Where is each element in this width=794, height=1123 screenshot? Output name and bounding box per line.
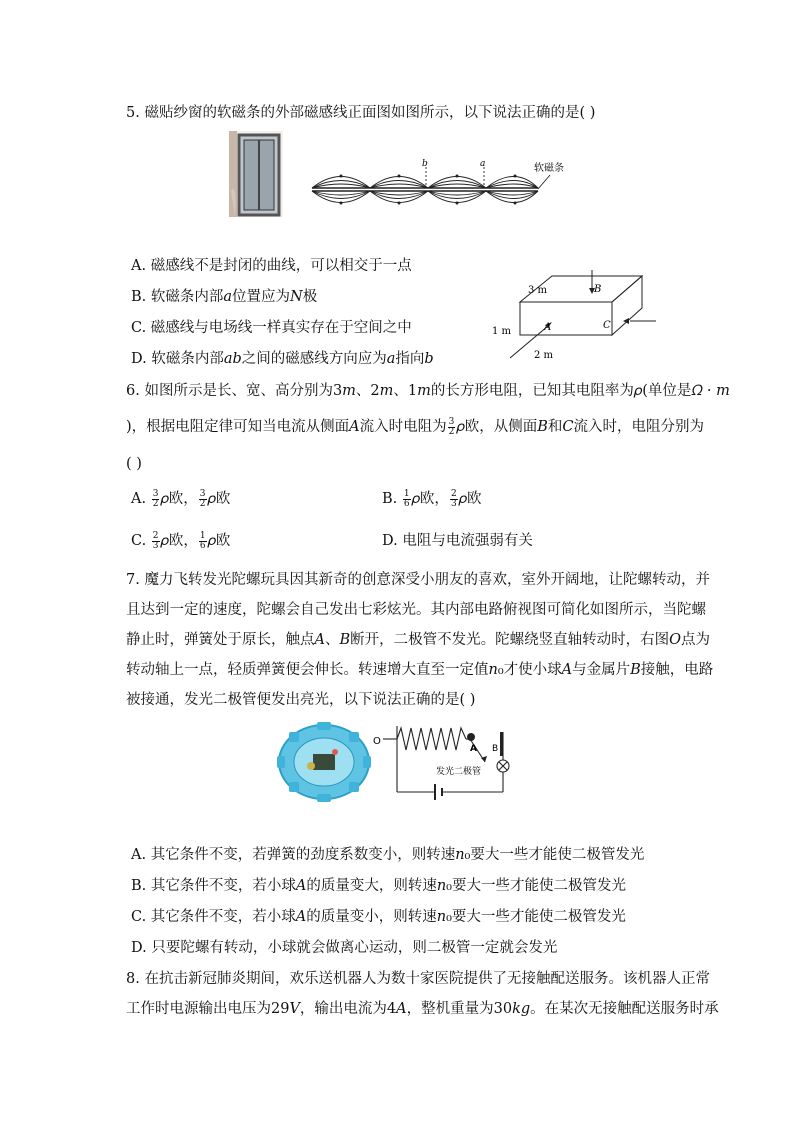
q5-option-a: A. 磁感线不是封闭的曲线，可以相交于一点	[131, 258, 412, 274]
q7-circuit-diagram	[373, 722, 525, 808]
q7-line5: 被接通，发光二极管便发出亮光，以下说法正确的是( )	[126, 692, 476, 708]
label-face-b: B	[594, 284, 602, 295]
fraction: $\frac{3}{2}$	[448, 416, 455, 437]
q7-line1: 7. 魔力飞转发光陀螺玩具因其新奇的创意深受小朋友的喜欢，室外开阔地，让陀螺转动，并	[126, 572, 710, 588]
fraction: $\frac{3}{2}$	[152, 488, 159, 509]
q7-option-b: B. 其它条件不变，若小球𝐴的质量变大，则转速𝑛₀要大一些才能使二极管发光	[131, 878, 626, 894]
label-plate-b: B	[492, 744, 499, 754]
q6-line1: 6. 如图所示是长、宽、高分别为3𝑚、2𝑚、1𝑚的长方形电阻，已知其电阻率为𝜌(单位是𝛺 · 𝑚	[126, 383, 730, 399]
label-ball-a: A	[470, 744, 477, 754]
label-face-a: A	[544, 322, 552, 333]
q7-gyro-photo	[277, 722, 371, 802]
q6-line3: ( )	[126, 456, 142, 472]
label-b: b	[422, 159, 428, 169]
label-o: O	[373, 736, 381, 747]
q7-option-a: A. 其它条件不变，若弹簧的劲度系数变小，则转速𝑛₀要大一些才能使二极管发光	[131, 847, 645, 863]
fraction: $\frac{3}{2}$	[199, 488, 206, 509]
q7-line4: 转动轴上一点，轻质弹簧便会伸长。转速增大直至一定值𝑛₀才使小球𝐴与金属片𝐵接触，电路	[126, 662, 714, 678]
q5-option-d: D. 软磁条内部𝑎𝑏之间的磁感线方向应为𝑎指向𝑏	[131, 351, 434, 367]
fraction: $\frac{1}{6}$	[199, 530, 206, 551]
q6-cuboid-diagram	[490, 266, 660, 363]
label-3m: 3 m	[528, 285, 548, 296]
q6-option-b: B. $\frac{1}{6}$ 𝜌欧， $\frac{2}{3}$ 𝜌欧	[382, 488, 482, 509]
q5-stem: 5. 磁贴纱窗的软磁条的外部磁感线正面图如图所示，以下说法正确的是( )	[126, 105, 596, 121]
q6-option-d: D. 电阻与电流强弱有关	[382, 533, 533, 549]
q6-line2	[126, 417, 704, 437]
q6-option-a: A. $\frac{3}{2}$ 𝜌欧， $\frac{3}{2}$ 𝜌欧	[131, 488, 231, 509]
label-2m: 2 m	[534, 350, 554, 361]
fraction: $\frac{2}{3}$	[450, 488, 457, 509]
q6-line2-a: )，根据电阻定律可知当电流从侧面𝐴流入时电阻为	[126, 419, 447, 435]
label-1m: 1 m	[492, 326, 512, 337]
q6-option-c: C. $\frac{2}{3}$ 𝜌欧， $\frac{1}{6}$ 𝜌欧	[131, 530, 231, 551]
q5-field-diagram	[300, 155, 580, 215]
q5-option-b: B. 软磁条内部𝑎位置应为𝑁极	[131, 289, 318, 305]
fraction: $\frac{1}{6}$	[403, 488, 410, 509]
fraction: $\frac{2}{3}$	[152, 530, 159, 551]
label-led: 发光二极管	[436, 767, 482, 777]
label-a: a	[480, 159, 486, 169]
q6-line2-b: 𝜌欧，从侧面𝐵和𝐶流入时，电阻分别为	[456, 419, 704, 435]
q5-window-photo	[229, 131, 283, 217]
q8-line2: 工作时电源输出电压为29𝑉，输出电流为4𝐴，整机重量为30𝑘𝑔。在某次无接触配送服务时承	[126, 1001, 719, 1017]
q7-option-c: C. 其它条件不变，若小球𝐴的质量变小，则转速𝑛₀要大一些才能使二极管发光	[131, 909, 626, 925]
label-face-c: C	[603, 320, 611, 331]
q7-line3: 静止时，弹簧处于原长，触点𝐴、𝐵断开，二极管不发光。陀螺绕竖直轴转动时，右图𝑂点为	[126, 632, 711, 648]
q7-line2: 且达到一定的速度，陀螺会自己发出七彩炫光。其内部电路俯视图可简化如图所示，当陀螺	[126, 602, 706, 618]
label-soft-strip: 软磁条	[534, 163, 564, 174]
q5-option-c: C. 磁感线与电场线一样真实存在于空间之中	[131, 320, 412, 336]
q7-option-d: D. 只要陀螺有转动，小球就会做离心运动，则二极管一定就会发光	[131, 940, 558, 956]
q8-line1: 8. 在抗击新冠肺炎期间，欢乐送机器人为数十家医院提供了无接触配送服务。该机器人正常	[126, 971, 710, 987]
